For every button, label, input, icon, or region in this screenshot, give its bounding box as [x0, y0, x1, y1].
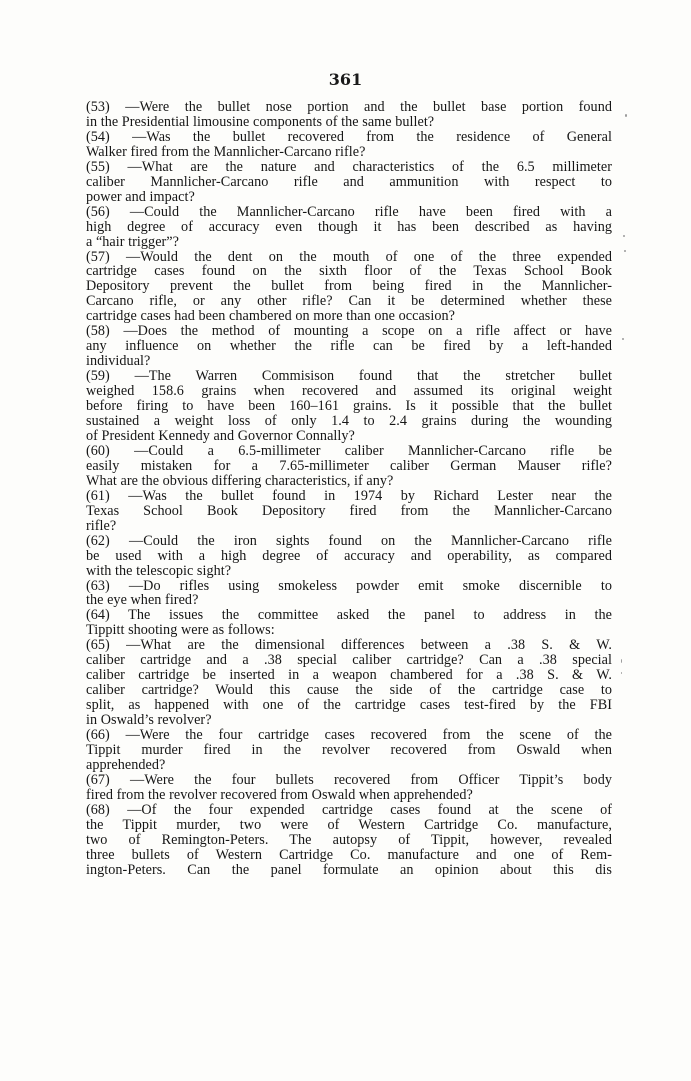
text-line: (64) The issues the committee asked the panel to address in the — [86, 607, 612, 624]
text-line: high degree of accuracy even though it has been described as having — [86, 218, 612, 235]
text-line: caliber cartridge be inserted in a weapon chambered for a .38 S. & W. — [86, 667, 612, 684]
text-line: be used with a high degree of accuracy and operability, as compared — [86, 547, 612, 564]
text-line: fired from the revolver recovered from Oswald when apprehended? — [86, 786, 473, 803]
scan-speck — [624, 250, 626, 252]
text-line: Carcano rifle, or any other rifle? Can it be determined whether these — [86, 293, 612, 310]
text-line: caliber Mannlicher-Carcano rifle and ammunition with respect to — [86, 173, 612, 190]
text-line: (54) —Was the bullet recovered from the residence of General — [86, 128, 612, 145]
text-line: before firing to have been 160–161 grains. Is it possible that the bullet — [86, 398, 612, 415]
text-line: easily mistaken for a 7.65-millimeter caliber German Mauser rifle? — [86, 457, 612, 474]
text-line: What are the obvious differing characteristics, if any? — [86, 472, 394, 489]
scan-speck — [621, 672, 622, 674]
text-line: in the Presidential limousine components of the same bullet? — [86, 113, 435, 130]
text-line: (60) —Could a 6.5-millimeter caliber Mannlicher-Carcano rifle be — [86, 442, 612, 459]
text-line: (63) —Do rifles using smokeless powder emit smoke discernible to — [86, 577, 612, 594]
scan-speck — [622, 338, 624, 340]
page-number: 361 — [328, 70, 363, 89]
text-line: caliber cartridge? Would this cause the side of the cartridge case to — [86, 682, 612, 699]
text-line: any influence on whether the rifle can be fired by a left-handed — [86, 338, 612, 355]
scan-speck — [623, 235, 625, 237]
text-line: rifle? — [86, 517, 117, 534]
text-line: weighed 158.6 grains when recovered and assumed its original weight — [86, 383, 612, 400]
text-line: of President Kennedy and Governor Connally? — [86, 427, 355, 444]
text-line: Texas School Book Depository fired from the Mannlicher-Carcano — [86, 502, 612, 519]
text-line: Tippit murder fired in the revolver recovered from Oswald when — [86, 741, 612, 758]
text-line: (59) —The Warren Commisison found that the stretcher bullet — [86, 368, 612, 385]
text-line: cartridge cases had been chambered on more than one occasion? — [86, 308, 455, 325]
text-line: in Oswald’s revolver? — [86, 712, 212, 729]
text-line: apprehended? — [86, 756, 166, 773]
text-line: the Tippit murder, two were of Western Cartridge Co. manufacture, — [86, 816, 612, 833]
text-line: Walker fired from the Mannlicher-Carcano rifle? — [86, 143, 366, 160]
text-line: three bullets of Western Cartridge Co. manufacture and one of Rem- — [86, 846, 612, 863]
text-line: (67) —Were the four bullets recovered from Officer Tippit’s body — [86, 771, 612, 788]
text-line: individual? — [86, 353, 151, 370]
text-line: with the telescopic sight? — [86, 562, 232, 579]
text-line: caliber cartridge and a .38 special caliber cartridge? Can a .38 special — [86, 652, 612, 669]
scan-speck — [621, 659, 622, 663]
text-line: power and impact? — [86, 188, 195, 205]
scan-speck — [625, 114, 627, 117]
text-line: (66) —Were the four cartridge cases recovered from the scene of the — [86, 727, 612, 744]
text-line: Tippitt shooting were as follows: — [86, 622, 275, 639]
text-line: (58) —Does the method of mounting a scope on a rifle affect or have — [86, 323, 612, 340]
text-line: two of Remington-Peters. The autopsy of Tippit, however, revealed — [86, 831, 612, 848]
text-line: ington-Peters. Can the panel formulate an opinion about this dis — [86, 861, 612, 878]
text-line: (68) —Of the four expended cartridge cases found at the scene of — [86, 801, 612, 818]
text-line: cartridge cases found on the sixth floor of the Texas School Book — [86, 263, 612, 280]
text-line: (56) —Could the Mannlicher-Carcano rifle have been fired with a — [86, 203, 612, 220]
text-line: (55) —What are the nature and characteristics of the 6.5 millimeter — [86, 158, 612, 175]
text-line: (62) —Could the iron sights found on the Mannlicher-Carcano rifle — [86, 532, 612, 549]
text-line: Depository prevent the bullet from being fired in the Mannlicher- — [86, 278, 612, 295]
text-line: sustained a weight loss of only 1.4 to 2.4 grains during the wounding — [86, 413, 612, 430]
text-line: (61) —Was the bullet found in 1974 by Richard Lester near the — [86, 487, 612, 504]
text-line: (57) —Would the dent on the mouth of one of the three expended — [86, 248, 612, 265]
text-line: a “hair trigger”? — [86, 233, 180, 250]
text-line: the eye when fired? — [86, 592, 199, 609]
text-line: (65) —What are the dimensional differences between a .38 S. & W. — [86, 637, 612, 654]
text-line: split, as happened with one of the cartridge cases test-fired by the FBI — [86, 697, 612, 714]
text-line: (53) —Were the bullet nose portion and the bullet base portion found — [86, 99, 612, 115]
body-text — [86, 100, 612, 878]
